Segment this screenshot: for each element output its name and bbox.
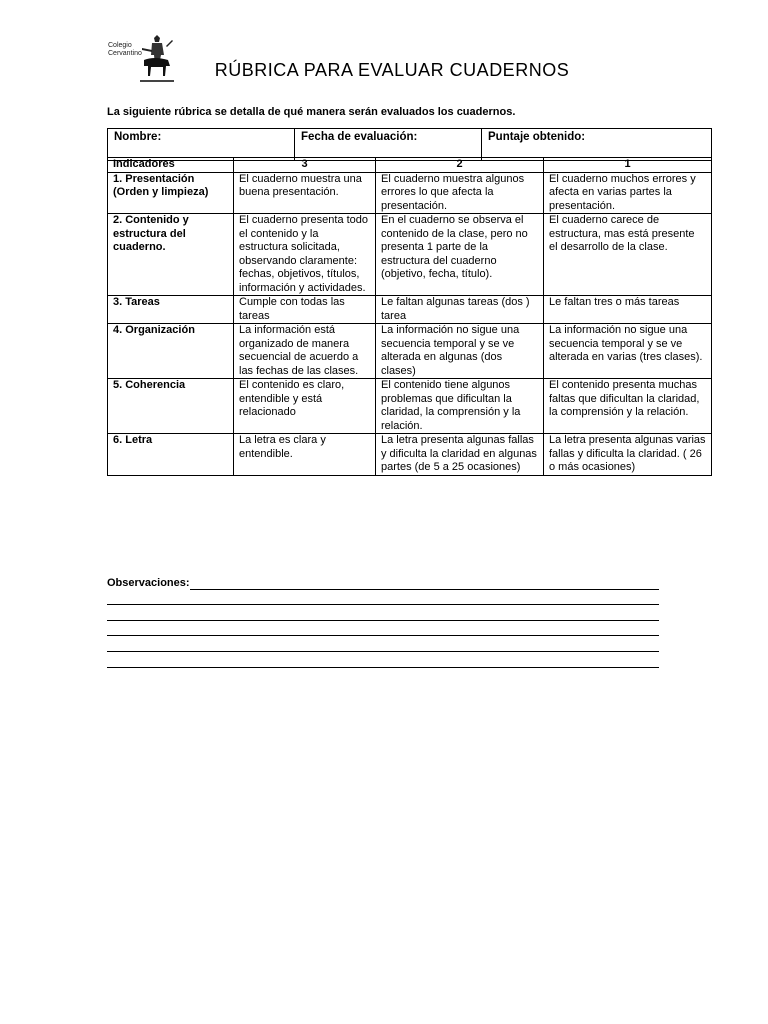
- table-row: [108, 214, 712, 296]
- table-row: [108, 172, 712, 214]
- column-header-indicadores: Indicadores: [108, 158, 234, 173]
- score-2-cell: El cuaderno muestra algunos errores lo que afecta la presentación.: [376, 172, 544, 214]
- indicator-cell: 3. Tareas: [108, 296, 234, 324]
- score-1-cell: El cuaderno carece de estructura, mas está presente el desarrollo de la clase.: [544, 214, 712, 296]
- column-header-score-1: 1: [544, 158, 712, 173]
- score-2-cell: Le faltan algunas tareas (dos ) tarea: [376, 296, 544, 324]
- logo-line-2: Cervantino: [108, 50, 142, 57]
- observaciones-line[interactable]: [107, 592, 659, 608]
- logo-text: [108, 42, 142, 58]
- puntaje-field: Puntaje obtenido:: [482, 129, 712, 161]
- observaciones-line[interactable]: [107, 638, 659, 654]
- table-row: [108, 324, 712, 379]
- score-1-cell: Le faltan tres o más tareas: [544, 296, 712, 324]
- writing-line: [190, 589, 659, 590]
- score-2-cell: El contenido tiene algunos problemas que dificultan la claridad, la comprensión y la relación.: [376, 379, 544, 434]
- observaciones-line[interactable]: [107, 654, 659, 670]
- score-1-cell: El cuaderno muchos errores y afecta en varias partes la presentación.: [544, 172, 712, 214]
- rubric-header-row: [108, 158, 712, 173]
- writing-line: [107, 651, 659, 652]
- writing-line: [107, 635, 659, 636]
- indicator-cell: 5. Coherencia: [108, 379, 234, 434]
- score-1-cell: El contenido presenta muchas faltas que dificultan la claridad, la comprensión y la relación.: [544, 379, 712, 434]
- column-header-score-3: 3: [234, 158, 376, 173]
- score-3-cell: El cuaderno presenta todo el contenido y la estructura solicitada, observando claramente: fechas, objetivos, títulos, información y actividades.: [234, 214, 376, 296]
- table-row: [108, 434, 712, 476]
- nombre-field: Nombre:: [108, 129, 295, 161]
- score-2-cell: En el cuaderno se observa el contenido de la clase, pero no presenta 1 parte de la estructura del cuaderno (objetivo, fecha, título).: [376, 214, 544, 296]
- indicator-cell: 1. Presentación (Orden y limpieza): [108, 172, 234, 214]
- observaciones-section: [107, 576, 659, 670]
- score-3-cell: Cumple con todas las tareas: [234, 296, 376, 324]
- score-3-cell: El cuaderno muestra una buena presentación.: [234, 172, 376, 214]
- writing-line: [107, 620, 659, 621]
- score-3-cell: El contenido es claro, entendible y está relacionado: [234, 379, 376, 434]
- table-row: [108, 379, 712, 434]
- page-title: RÚBRICA PARA EVALUAR CUADERNOS: [214, 60, 570, 80]
- score-3-cell: La letra es clara y entendible.: [234, 434, 376, 476]
- column-header-score-2: 2: [376, 158, 544, 173]
- observaciones-line[interactable]: [107, 623, 659, 639]
- logo-line-1: Colegio: [108, 42, 132, 49]
- score-1-cell: La letra presenta algunas varias fallas y dificulta la claridad. ( 26 o más ocasiones): [544, 434, 712, 476]
- indicator-cell: 4. Organización: [108, 324, 234, 379]
- score-3-cell: La información está organizado de manera secuencial de acuerdo a las fechas de las clases.: [234, 324, 376, 379]
- score-2-cell: La letra presenta algunas fallas y dificulta la claridad en algunas partes (de 5 a 25 ocasiones): [376, 434, 544, 476]
- writing-line: [107, 604, 659, 605]
- observaciones-line[interactable]: [107, 576, 659, 592]
- score-1-cell: La información no sigue una secuencia temporal y se ve alterada en varias (tres clases).: [544, 324, 712, 379]
- rubric-table: [107, 157, 712, 476]
- score-2-cell: La información no sigue una secuencia temporal y se ve alterada en algunas (dos clases): [376, 324, 544, 379]
- fecha-field: Fecha de evaluación:: [295, 129, 482, 161]
- writing-line: [107, 667, 659, 668]
- indicator-cell: 6. Letra: [108, 434, 234, 476]
- table-row: [108, 296, 712, 324]
- observaciones-line[interactable]: [107, 607, 659, 623]
- indicator-cell: 2. Contenido y estructura del cuaderno.: [108, 214, 234, 296]
- intro-text: La siguiente rúbrica se detalla de qué manera serán evaluados los cuadernos.: [107, 106, 516, 118]
- observaciones-label: Observaciones:: [107, 577, 190, 589]
